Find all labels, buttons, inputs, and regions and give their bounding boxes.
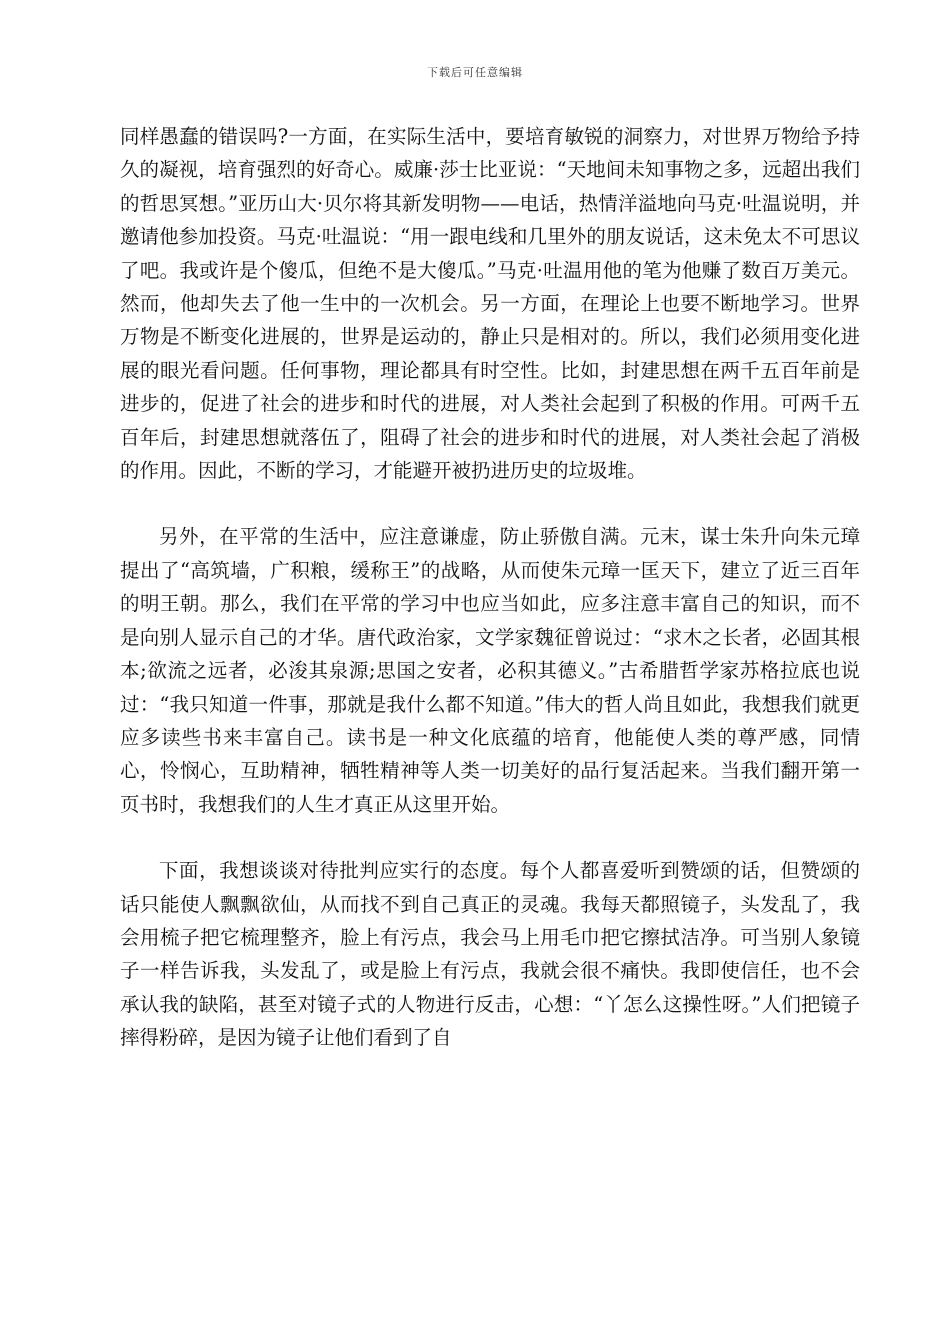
paragraph-1: 同样愚蠢的错误吗?一方面，在实际生活中，要培育敏锐的洞察力，对世界万物给予持久的凝视，培育强烈的好奇心。威廉·莎士比亚说：“天地间未知事物之多，远超出我们的哲思冥想。”亚历山大·贝尔将其新发明物——电话，热情洋溢地向马克·吐温说明，并邀请他参加投资。马克·吐温说：“用一跟电线和几里外的朋友说话，这未免太不可思议了吧。我或许是个傻瓜，但绝不是大傻瓜。”马克·吐温用他的笔为他赚了数百万美元。然而，他却失去了他一生中的一次机会。另一方面，在理论上也要不断地学习。世界万物是不断变化进展的，世界是运动的，静止只是相对的。所以，我们必须用变化进展的眼光看问题。任何事物，理论都具有时空性。比如，封建思想在两千五百年前是进步的，促进了社会的进步和时代的进展，对人类社会起到了积极的作用。可两千五百年后，封建思想就落伍了，阻碍了社会的进步和时代的进展，对人类社会起了消极的作用。因此，不断的学习，才能避开被扔进历史的垃圾堆。 [120,125,860,483]
page-header: 下载后可任意编辑 [427,66,523,79]
paragraph-2: 另外，在平常的生活中，应注意谦虚，防止骄傲自满。元末，谋士朱升向朱元璋提出了“高筑墙，广积粮，缓称王”的战略，从而使朱元璋一匡天下，建立了近三百年的明王朝。那么，我们在平常的学习中也应当如此，应多注意丰富自己的知识，而不是向别人显示自己的才华。唐代政治家，文学家魏征曾说过：“求木之长者，必固其根本;欲流之远者，必浚其泉源;思国之安者，必积其德义。”古希腊哲学家苏格拉底也说过：“我只知道一件事，那就是我什么都不知道。”伟大的哲人尚且如此，我想我们就更应多读些书来丰富自己。读书是一种文化底蕴的培育，他能使人类的尊严感，同情心，怜悯心，互助精神，牺牲精神等人类一切美好的品行复活起来。当我们翻开第一页书时，我想我们的人生才真正从这里开始。 [120,525,860,816]
paragraph-3: 下面，我想谈谈对待批判应实行的态度。每个人都喜爱听到赞颂的话，但赞颂的话只能使人飘飘欲仙，从而找不到自己真正的灵魂。我每天都照镜子，头发乱了，我会用梳子把它梳理整齐，脸上有污点，我会马上用毛巾把它擦拭洁净。可当别人象镜子一样告诉我，头发乱了，或是脸上有污点，我就会很不痛快。我即使信任，也不会承认我的缺陷，甚至对镜子式的人物进行反击，心想：“丫怎么这操性呀。”人们把镜子摔得粉碎，是因为镜子让他们看到了自 [120,859,860,1050]
document-body [120,120,860,1088]
